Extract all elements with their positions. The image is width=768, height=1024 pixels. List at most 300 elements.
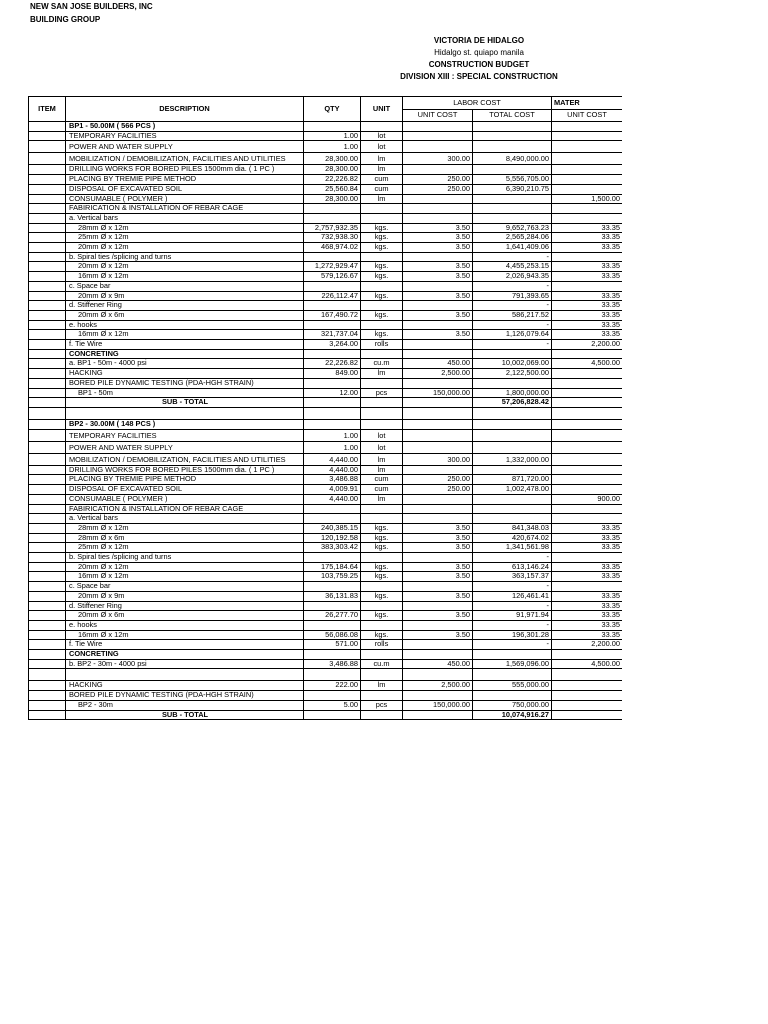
labor-unit-cost-cell: 250.00 — [403, 184, 473, 194]
item-cell — [29, 252, 66, 262]
description-cell: DISPOSAL OF EXCAVATED SOIL — [66, 485, 304, 495]
labor-unit-cost-cell — [403, 419, 473, 429]
description-cell: 20mm Ø x 12m — [66, 243, 304, 253]
unit-cell — [361, 582, 403, 592]
description-cell: BP1 - 50.00M ( 566 PCS ) — [66, 122, 304, 132]
unit-cell — [361, 601, 403, 611]
unit-cell — [361, 398, 403, 408]
table-row — [29, 378, 623, 388]
material-unit-cost-cell — [552, 691, 622, 701]
labor-total-cost-cell: 871,720.00 — [473, 475, 552, 485]
description-cell: a. Vertical bars — [66, 514, 304, 524]
qty-cell: 1.00 — [304, 441, 361, 453]
labor-total-cost-cell: 6,390,210.75 — [473, 184, 552, 194]
description-cell: CONSUMABLE ( POLYMER ) — [66, 494, 304, 504]
unit-cell — [361, 213, 403, 223]
unit-cell: kgs. — [361, 291, 403, 301]
col-header-labor-unit-cost: UNIT COST — [403, 110, 473, 122]
description-cell: e. hooks — [66, 620, 304, 630]
item-cell — [29, 330, 66, 340]
material-unit-cost-cell — [552, 553, 622, 563]
unit-cell — [361, 407, 403, 419]
labor-unit-cost-cell — [403, 349, 473, 359]
description-cell: 20mm Ø x 6m — [66, 611, 304, 621]
material-unit-cost-cell: 33.35 — [552, 601, 622, 611]
material-unit-cost-cell — [552, 165, 622, 175]
item-cell — [29, 475, 66, 485]
item-cell — [29, 419, 66, 429]
labor-total-cost-cell — [473, 650, 552, 660]
table-row — [29, 175, 623, 185]
labor-total-cost-cell: 1,341,561.98 — [473, 543, 552, 553]
labor-total-cost-cell: 1,569,096.00 — [473, 659, 552, 669]
item-cell — [29, 582, 66, 592]
labor-total-cost-cell: - — [473, 320, 552, 330]
labor-unit-cost-cell: 3.50 — [403, 543, 473, 553]
qty-cell — [304, 710, 361, 720]
material-unit-cost-cell: 33.35 — [552, 320, 622, 330]
budget-table — [28, 96, 622, 720]
company-header — [30, 0, 153, 26]
unit-cell: lm — [361, 453, 403, 465]
qty-cell: 240,385.15 — [304, 523, 361, 533]
unit-cell: kgs. — [361, 223, 403, 233]
company-name: NEW SAN JOSE BUILDERS, INC — [30, 2, 153, 11]
item-cell — [29, 669, 66, 681]
unit-cell: cum — [361, 184, 403, 194]
labor-total-cost-cell — [473, 407, 552, 419]
labor-unit-cost-cell — [403, 691, 473, 701]
description-cell: BP2 - 30.00M ( 148 PCS ) — [66, 419, 304, 429]
table-row — [29, 691, 623, 701]
labor-unit-cost-cell — [403, 553, 473, 563]
material-unit-cost-cell: 33.35 — [552, 620, 622, 630]
description-cell: d. Stiffener Ring — [66, 301, 304, 311]
description-cell: POWER AND WATER SUPPLY — [66, 441, 304, 453]
unit-cell — [361, 620, 403, 630]
item-cell — [29, 453, 66, 465]
material-unit-cost-cell — [552, 650, 622, 660]
unit-cell: lot — [361, 429, 403, 441]
qty-cell: 1,272,929.47 — [304, 262, 361, 272]
labor-unit-cost-cell — [403, 504, 473, 514]
material-unit-cost-cell: 2,200.00 — [552, 640, 622, 650]
labor-unit-cost-cell — [403, 441, 473, 453]
labor-total-cost-cell: 4,455,253.15 — [473, 262, 552, 272]
description-cell: 16mm Ø x 12m — [66, 572, 304, 582]
table-row — [29, 553, 623, 563]
labor-unit-cost-cell: 3.50 — [403, 272, 473, 282]
unit-cell — [361, 349, 403, 359]
item-cell — [29, 523, 66, 533]
qty-cell — [304, 378, 361, 388]
item-cell — [29, 553, 66, 563]
labor-unit-cost-cell — [403, 429, 473, 441]
labor-unit-cost-cell — [403, 320, 473, 330]
table-row — [29, 340, 623, 350]
material-unit-cost-cell: 33.35 — [552, 611, 622, 621]
table-row — [29, 640, 623, 650]
labor-unit-cost-cell: 150,000.00 — [403, 700, 473, 710]
description-cell: SUB - TOTAL — [66, 710, 304, 720]
labor-unit-cost-cell — [403, 122, 473, 132]
item-cell — [29, 650, 66, 660]
labor-unit-cost-cell — [403, 398, 473, 408]
labor-total-cost-cell: 5,556,705.00 — [473, 175, 552, 185]
qty-cell: 2,757,932.35 — [304, 223, 361, 233]
unit-cell: lot — [361, 131, 403, 141]
labor-unit-cost-cell — [403, 194, 473, 204]
labor-total-cost-cell: 9,652,763.23 — [473, 223, 552, 233]
unit-cell — [361, 650, 403, 660]
labor-total-cost-cell: 363,157.37 — [473, 572, 552, 582]
labor-total-cost-cell — [473, 691, 552, 701]
labor-unit-cost-cell: 250.00 — [403, 485, 473, 495]
unit-cell: kgs. — [361, 330, 403, 340]
description-cell: 20mm Ø x 12m — [66, 262, 304, 272]
material-unit-cost-cell — [552, 398, 622, 408]
unit-cell: cum — [361, 485, 403, 495]
material-unit-cost-cell: 33.35 — [552, 272, 622, 282]
labor-total-cost-cell — [473, 419, 552, 429]
material-unit-cost-cell — [552, 122, 622, 132]
material-unit-cost-cell — [552, 710, 622, 720]
material-unit-cost-cell — [552, 388, 622, 398]
labor-total-cost-cell — [473, 165, 552, 175]
table-header — [29, 97, 623, 122]
description-cell: FABIRICATION & INSTALLATION OF REBAR CAGE — [66, 504, 304, 514]
company-group: BUILDING GROUP — [30, 15, 101, 24]
labor-total-cost-cell — [473, 349, 552, 359]
qty-cell: 4,009.91 — [304, 485, 361, 495]
labor-unit-cost-cell: 3.50 — [403, 291, 473, 301]
material-unit-cost-cell — [552, 349, 622, 359]
labor-unit-cost-cell — [403, 465, 473, 475]
material-unit-cost-cell — [552, 485, 622, 495]
table-row — [29, 514, 623, 524]
unit-cell: kgs. — [361, 262, 403, 272]
material-unit-cost-cell: 33.35 — [552, 262, 622, 272]
labor-unit-cost-cell: 3.50 — [403, 533, 473, 543]
qty-cell: 175,184.64 — [304, 562, 361, 572]
description-cell: FABIRICATION & INSTALLATION OF REBAR CAGE — [66, 204, 304, 214]
material-unit-cost-cell: 33.35 — [552, 301, 622, 311]
item-cell — [29, 310, 66, 320]
table-row — [29, 620, 623, 630]
table-row — [29, 301, 623, 311]
labor-unit-cost-cell: 3.50 — [403, 591, 473, 601]
item-cell — [29, 281, 66, 291]
labor-unit-cost-cell: 3.50 — [403, 223, 473, 233]
unit-cell: kgs. — [361, 630, 403, 640]
qty-cell — [304, 213, 361, 223]
unit-cell — [361, 691, 403, 701]
unit-cell: lm — [361, 153, 403, 165]
description-cell: MOBILIZATION / DEMOBILIZATION, FACILITIES AND UTILITIES — [66, 453, 304, 465]
material-unit-cost-cell — [552, 204, 622, 214]
labor-unit-cost-cell — [403, 640, 473, 650]
table-row — [29, 223, 623, 233]
qty-cell: 468,974.02 — [304, 243, 361, 253]
table-row — [29, 262, 623, 272]
item-cell — [29, 398, 66, 408]
item-cell — [29, 194, 66, 204]
qty-cell: 120,192.58 — [304, 533, 361, 543]
qty-cell — [304, 669, 361, 681]
item-cell — [29, 223, 66, 233]
item-cell — [29, 131, 66, 141]
labor-unit-cost-cell — [403, 252, 473, 262]
description-cell: 20mm Ø x 9m — [66, 291, 304, 301]
table-row — [29, 272, 623, 282]
labor-total-cost-cell: 791,393.65 — [473, 291, 552, 301]
description-cell: d. Stiffener Ring — [66, 601, 304, 611]
labor-total-cost-cell: - — [473, 301, 552, 311]
labor-total-cost-cell: 126,461.41 — [473, 591, 552, 601]
material-unit-cost-cell: 33.35 — [552, 591, 622, 601]
table-row — [29, 310, 623, 320]
labor-total-cost-cell: 1,800,000.00 — [473, 388, 552, 398]
labor-unit-cost-cell — [403, 601, 473, 611]
unit-cell: cu.m — [361, 659, 403, 669]
description-cell: c. Space bar — [66, 582, 304, 592]
qty-cell: 571.00 — [304, 640, 361, 650]
item-cell — [29, 141, 66, 153]
qty-cell: 732,938.30 — [304, 233, 361, 243]
labor-unit-cost-cell: 300.00 — [403, 153, 473, 165]
table-row — [29, 562, 623, 572]
qty-cell — [304, 320, 361, 330]
project-name: VICTORIA DE HIDALGO — [433, 36, 525, 45]
material-unit-cost-cell: 900.00 — [552, 494, 622, 504]
labor-unit-cost-cell — [403, 378, 473, 388]
material-unit-cost-cell: 33.35 — [552, 630, 622, 640]
qty-cell: 3,486.88 — [304, 659, 361, 669]
unit-cell: kgs. — [361, 233, 403, 243]
description-cell: HACKING — [66, 369, 304, 379]
labor-unit-cost-cell — [403, 141, 473, 153]
item-cell — [29, 388, 66, 398]
table-row — [29, 165, 623, 175]
description-cell: SUB - TOTAL — [66, 398, 304, 408]
qty-cell: 1.00 — [304, 141, 361, 153]
labor-total-cost-cell: 1,126,079.64 — [473, 330, 552, 340]
item-cell — [29, 233, 66, 243]
material-unit-cost-cell — [552, 184, 622, 194]
labor-unit-cost-cell: 3.50 — [403, 262, 473, 272]
material-unit-cost-cell — [552, 429, 622, 441]
col-header-qty: QTY — [304, 97, 361, 122]
section-row — [29, 349, 623, 359]
division-title: DIVISION XIII : SPECIAL CONSTRUCTION — [400, 72, 558, 81]
labor-unit-cost-cell: 2,500.00 — [403, 681, 473, 691]
labor-total-cost-cell: 750,000.00 — [473, 700, 552, 710]
labor-total-cost-cell: 841,348.03 — [473, 523, 552, 533]
labor-total-cost-cell: - — [473, 553, 552, 563]
unit-cell — [361, 281, 403, 291]
table-row — [29, 291, 623, 301]
unit-cell — [361, 122, 403, 132]
unit-cell: pcs — [361, 700, 403, 710]
material-unit-cost-cell — [552, 153, 622, 165]
table-row — [29, 504, 623, 514]
budget-sheet — [28, 96, 622, 720]
item-cell — [29, 429, 66, 441]
item-cell — [29, 262, 66, 272]
item-cell — [29, 165, 66, 175]
document-type: CONSTRUCTION BUDGET — [428, 60, 530, 69]
table-row — [29, 591, 623, 601]
labor-total-cost-cell — [473, 669, 552, 681]
col-header-unit: UNIT — [361, 97, 403, 122]
item-cell — [29, 611, 66, 621]
table-row — [29, 184, 623, 194]
item-cell — [29, 494, 66, 504]
description-cell: e. hooks — [66, 320, 304, 330]
subtotal-row — [29, 398, 623, 408]
item-cell — [29, 700, 66, 710]
qty-cell — [304, 504, 361, 514]
item-cell — [29, 378, 66, 388]
material-unit-cost-cell: 1,500.00 — [552, 194, 622, 204]
description-cell: CONSUMABLE ( POLYMER ) — [66, 194, 304, 204]
section-row — [29, 650, 623, 660]
qty-cell — [304, 301, 361, 311]
col-header-description: DESCRIPTION — [66, 97, 304, 122]
item-cell — [29, 272, 66, 282]
labor-total-cost-cell — [473, 504, 552, 514]
description-cell — [66, 407, 304, 419]
table-row — [29, 465, 623, 475]
labor-total-cost-cell: 8,490,000.00 — [473, 153, 552, 165]
description-cell: b. Spiral ties /splicing and turns — [66, 252, 304, 262]
unit-cell: kgs. — [361, 523, 403, 533]
material-unit-cost-cell: 33.35 — [552, 310, 622, 320]
unit-cell: cum — [361, 475, 403, 485]
labor-total-cost-cell — [473, 514, 552, 524]
labor-unit-cost-cell: 300.00 — [403, 453, 473, 465]
labor-total-cost-cell: 57,206,828.42 — [473, 398, 552, 408]
qty-cell: 3,486.88 — [304, 475, 361, 485]
material-unit-cost-cell: 2,200.00 — [552, 340, 622, 350]
unit-cell: cum — [361, 175, 403, 185]
labor-total-cost-cell: - — [473, 340, 552, 350]
labor-total-cost-cell: 1,641,409.06 — [473, 243, 552, 253]
labor-total-cost-cell: 2,122,500.00 — [473, 369, 552, 379]
description-cell: BORED PILE DYNAMIC TESTING (PDA-HGH STRAIN) — [66, 691, 304, 701]
material-unit-cost-cell — [552, 669, 622, 681]
labor-unit-cost-cell: 450.00 — [403, 359, 473, 369]
unit-cell — [361, 419, 403, 429]
item-cell — [29, 320, 66, 330]
material-unit-cost-cell: 33.35 — [552, 523, 622, 533]
qty-cell: 1.00 — [304, 131, 361, 141]
item-cell — [29, 407, 66, 419]
item-cell — [29, 359, 66, 369]
labor-unit-cost-cell: 2,500.00 — [403, 369, 473, 379]
description-cell: b. BP2 - 30m - 4000 psi — [66, 659, 304, 669]
labor-total-cost-cell — [473, 213, 552, 223]
description-cell: b. Spiral ties /splicing and turns — [66, 553, 304, 563]
qty-cell — [304, 281, 361, 291]
labor-total-cost-cell: 196,301.28 — [473, 630, 552, 640]
labor-unit-cost-cell — [403, 669, 473, 681]
item-cell — [29, 543, 66, 553]
material-unit-cost-cell — [552, 141, 622, 153]
qty-cell: 383,303.42 — [304, 543, 361, 553]
table-row — [29, 388, 623, 398]
qty-cell — [304, 601, 361, 611]
material-unit-cost-cell — [552, 213, 622, 223]
qty-cell — [304, 419, 361, 429]
subtotal-row — [29, 710, 623, 720]
table-row — [29, 630, 623, 640]
material-unit-cost-cell — [552, 700, 622, 710]
labor-total-cost-cell — [473, 465, 552, 475]
labor-unit-cost-cell — [403, 165, 473, 175]
material-unit-cost-cell — [552, 514, 622, 524]
item-cell — [29, 243, 66, 253]
item-cell — [29, 291, 66, 301]
section-row — [29, 122, 623, 132]
description-cell: 25mm Ø x 12m — [66, 233, 304, 243]
qty-cell: 22,226.82 — [304, 359, 361, 369]
table-row — [29, 243, 623, 253]
material-unit-cost-cell: 4,500.00 — [552, 659, 622, 669]
labor-total-cost-cell: - — [473, 640, 552, 650]
description-cell — [66, 669, 304, 681]
table-row — [29, 543, 623, 553]
labor-total-cost-cell: - — [473, 252, 552, 262]
labor-unit-cost-cell — [403, 514, 473, 524]
material-unit-cost-cell — [552, 475, 622, 485]
table-row — [29, 681, 623, 691]
labor-total-cost-cell: 91,971.94 — [473, 611, 552, 621]
description-cell: PLACING BY TREMIE PIPE METHOD — [66, 175, 304, 185]
labor-total-cost-cell: 555,000.00 — [473, 681, 552, 691]
table-row — [29, 330, 623, 340]
labor-unit-cost-cell: 3.50 — [403, 310, 473, 320]
qty-cell: 4,440.00 — [304, 465, 361, 475]
table-row — [29, 572, 623, 582]
unit-cell: lm — [361, 494, 403, 504]
labor-total-cost-cell — [473, 194, 552, 204]
qty-cell — [304, 204, 361, 214]
qty-cell: 3,264.00 — [304, 340, 361, 350]
table-row — [29, 533, 623, 543]
material-unit-cost-cell: 33.35 — [552, 572, 622, 582]
labor-total-cost-cell — [473, 429, 552, 441]
unit-cell — [361, 252, 403, 262]
material-unit-cost-cell: 33.35 — [552, 543, 622, 553]
material-unit-cost-cell: 33.35 — [552, 330, 622, 340]
material-unit-cost-cell: 33.35 — [552, 233, 622, 243]
unit-cell: lm — [361, 465, 403, 475]
unit-cell: lot — [361, 441, 403, 453]
item-cell — [29, 153, 66, 165]
qty-cell: 28,300.00 — [304, 153, 361, 165]
unit-cell — [361, 553, 403, 563]
col-header-item: ITEM — [29, 97, 66, 122]
table-row — [29, 485, 623, 495]
item-cell — [29, 441, 66, 453]
description-cell: PLACING BY TREMIE PIPE METHOD — [66, 475, 304, 485]
labor-unit-cost-cell — [403, 204, 473, 214]
material-unit-cost-cell — [552, 419, 622, 429]
labor-unit-cost-cell: 3.50 — [403, 523, 473, 533]
item-cell — [29, 572, 66, 582]
item-cell — [29, 301, 66, 311]
